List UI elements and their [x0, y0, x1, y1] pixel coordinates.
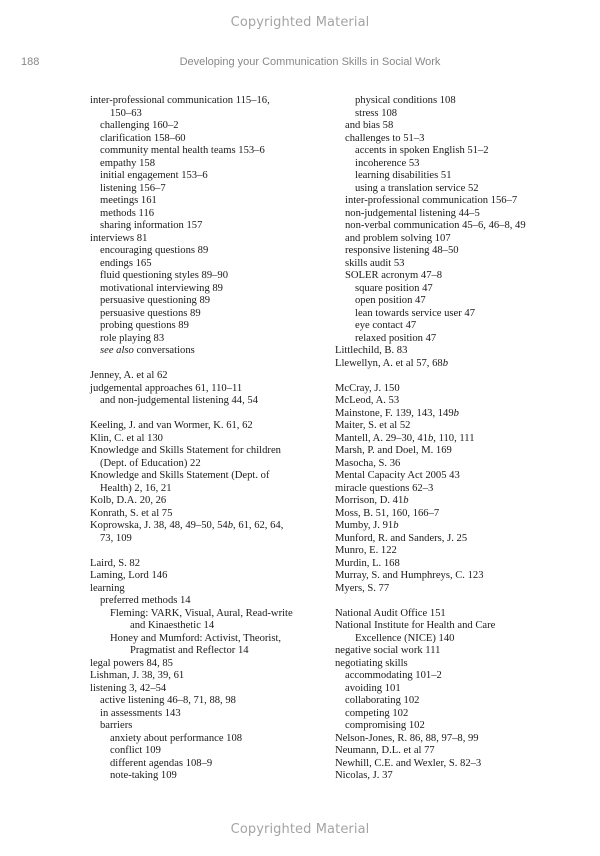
- index-entry: [335, 758, 570, 771]
- index-entry: [90, 608, 315, 621]
- index-entry-text: persuasive questions 89: [100, 307, 201, 319]
- index-entry: [90, 658, 315, 671]
- index-entry-text: Pragmatist and Reflector 14: [130, 645, 249, 656]
- index-entry-italic: b: [428, 432, 434, 444]
- index-entry-text: preferred methods 14: [100, 595, 191, 606]
- index-entry-text: Munro, E. 122: [335, 545, 397, 556]
- index-entry-text: Murray, S. and Humphreys, C. 123: [335, 570, 484, 581]
- index-entry-text: using a translation service 52: [355, 182, 479, 194]
- index-entry-text: Honey and Mumford: Activist, Theorist,: [110, 632, 282, 644]
- index-entry: [90, 683, 315, 696]
- index-entry-text: National Audit Office 151: [335, 607, 446, 619]
- index-entry-text: in assessments 143: [100, 707, 181, 719]
- index-entry: [90, 620, 315, 633]
- index-gap: [90, 545, 315, 558]
- index-entry-text: role playing 83: [100, 332, 165, 344]
- index-entry-text: active listening 46–8, 71, 88, 98: [100, 695, 236, 706]
- index-entry-text: Littlechild, B. 83: [335, 345, 408, 356]
- index-entry-text: legal powers 84, 85: [90, 657, 173, 669]
- index-entry-text-after: conversations: [133, 345, 195, 356]
- index-entry-text: open position 47: [355, 295, 426, 306]
- index-entry-text: challenging 160–2: [100, 120, 179, 131]
- index-entry: [90, 233, 315, 246]
- index-entry-text: different agendas 108–9: [110, 757, 213, 769]
- index-entry: [90, 183, 315, 196]
- index-entry-text: inter-professional communication 156–7: [345, 195, 518, 206]
- index-entry: [90, 720, 315, 733]
- index-entry: [90, 95, 315, 108]
- index-entry: [90, 258, 315, 271]
- index-entry: [335, 358, 570, 371]
- index-entry: [335, 158, 570, 171]
- index-entry-text: clarification 158–60: [100, 132, 186, 144]
- index-entry: [90, 433, 315, 446]
- index-entry-text: challenges to 51–3: [345, 132, 425, 144]
- index-entry: [335, 333, 570, 346]
- index-entry-text: Laird, S. 82: [90, 557, 141, 569]
- index-entry-text: Knowledge and Skills Statement (Dept. of: [90, 470, 270, 481]
- index-entry-text: listening 3, 42–54: [90, 682, 167, 694]
- index-entry: [90, 595, 315, 608]
- index-entry: [90, 533, 315, 546]
- index-entry-text: conflict 109: [110, 745, 161, 756]
- index-entry: [335, 220, 570, 233]
- index-entry: [335, 420, 570, 433]
- index-entry: [90, 570, 315, 583]
- index-entry-text: negotiating skills: [335, 657, 408, 669]
- index-entry-text: lean towards service user 47: [355, 307, 476, 319]
- index-entry: [335, 733, 570, 746]
- index-entry-text: fluid questioning styles 89–90: [100, 270, 229, 281]
- index-entry-text: community mental health teams 153–6: [100, 145, 265, 156]
- index-entry-text: McCray, J. 150: [335, 382, 400, 394]
- index-entry: [90, 283, 315, 296]
- index-entry: [335, 295, 570, 308]
- index-gap: [90, 358, 315, 371]
- index-entry: [90, 695, 315, 708]
- index-entry: [90, 745, 315, 758]
- index-entry: [90, 670, 315, 683]
- index-entry: [90, 445, 315, 458]
- index-entry-text: physical conditions 108: [355, 95, 456, 106]
- index-entry-text: relaxed position 47: [355, 332, 437, 344]
- index-entry: [90, 708, 315, 721]
- index-entry-text: meetings 161: [100, 195, 157, 206]
- index-entry-text: 150–63: [110, 107, 142, 119]
- index-entry: [335, 283, 570, 296]
- index-entry: [335, 245, 570, 258]
- index-gap: [335, 370, 570, 383]
- index-entry: [90, 770, 315, 783]
- index-entry-italic: b: [442, 357, 448, 369]
- index-entry-italic: see also: [100, 345, 134, 356]
- index-entry-text: SOLER acronym 47–8: [345, 270, 443, 281]
- index-entry-text: eye contact 47: [355, 320, 417, 331]
- copyright-watermark-top: Copyrighted Material: [230, 15, 370, 30]
- index-entry: [90, 383, 315, 396]
- index-entry: [335, 95, 570, 108]
- index-entry: [335, 745, 570, 758]
- index-entry-text: persuasive questioning 89: [100, 295, 211, 306]
- index-entry-text: interviews 81: [90, 232, 148, 244]
- index-entry: [90, 170, 315, 183]
- index-entry-text: Mantell, A. 29–30, 41: [335, 432, 428, 444]
- index-entry-text: motivational interviewing 89: [100, 282, 223, 294]
- index-entry: [335, 483, 570, 496]
- index-entry-text: learning: [90, 582, 125, 594]
- index-entry-text: miracle questions 62–3: [335, 482, 434, 494]
- index-entry-text: 73, 109: [100, 532, 132, 544]
- index-entry-text: Excellence (NICE) 140: [355, 632, 455, 644]
- index-entry-text: Laming, Lord 146: [90, 570, 168, 581]
- index-entry: [335, 170, 570, 183]
- index-entry-text: endings 165: [100, 257, 152, 269]
- index-entry-text: initial engagement 153–6: [100, 170, 208, 181]
- index-column-left: [90, 95, 315, 783]
- index-entry-text: Health) 2, 16, 21: [100, 482, 172, 494]
- index-entry: [335, 120, 570, 133]
- index-entry-text: Mainstone, F. 139, 143, 149: [335, 407, 454, 419]
- index-entry: [335, 683, 570, 696]
- index-entry: [335, 695, 570, 708]
- index-entry-text: skills audit 53: [345, 257, 405, 269]
- index-entry: [335, 558, 570, 571]
- index-entry-italic: b: [453, 407, 459, 419]
- index-entry-italic: b: [227, 520, 234, 531]
- index-entry: [335, 708, 570, 721]
- index-entry-text: negative social work 111: [335, 645, 441, 656]
- index-entry: [335, 533, 570, 546]
- index-entry-text: Marsh, P. and Doel, M. 169: [335, 445, 452, 456]
- index-entry-text: sharing information 157: [100, 220, 203, 231]
- index-entry: [90, 395, 315, 408]
- index-entry-text: and Kinaesthetic 14: [130, 620, 215, 631]
- index-entry: [90, 220, 315, 233]
- index-entry: [335, 508, 570, 521]
- index-entry-text: Moss, B. 51, 160, 166–7: [335, 507, 440, 519]
- index-entry-text: non-judgemental listening 44–5: [345, 207, 480, 219]
- index-entry: [90, 483, 315, 496]
- index-entry-text: responsive listening 48–50: [345, 245, 459, 256]
- index-entry: [335, 408, 570, 421]
- index-entry: [335, 183, 570, 196]
- index-entry: [90, 108, 315, 121]
- index-entry: [90, 208, 315, 221]
- index-entry: [335, 608, 570, 621]
- index-entry: [335, 445, 570, 458]
- index-entry: [90, 295, 315, 308]
- index-entry-text: Mumby, J. 91: [335, 520, 394, 531]
- index-entry-italic: b: [393, 520, 399, 531]
- index-entry-text: Nicolas, J. 37: [335, 770, 393, 781]
- index-entry: [335, 433, 570, 446]
- index-entry: [335, 195, 570, 208]
- index-entry-text: compromising 102: [345, 720, 425, 731]
- index-entry: [335, 545, 570, 558]
- index-entry-text: avoiding 101: [345, 682, 401, 694]
- index-entry: [90, 458, 315, 471]
- index-entry: [90, 333, 315, 346]
- index-entry-text: Murdin, L. 168: [335, 557, 400, 569]
- index-entry: [90, 158, 315, 171]
- index-entry: [335, 495, 570, 508]
- index-entry-text: methods 116: [100, 207, 155, 219]
- index-entry: [335, 108, 570, 121]
- index-entry-text: and bias 58: [345, 120, 394, 131]
- index-entry: [335, 345, 570, 358]
- index-entry: [90, 470, 315, 483]
- index-entry: [90, 495, 315, 508]
- index-entry: [335, 395, 570, 408]
- index-entry: [90, 758, 315, 771]
- index-entry-text: probing questions 89: [100, 320, 189, 331]
- index-entry-text: Fleming: VARK, Visual, Aural, Read-write: [110, 607, 293, 619]
- index-entry-text: accommodating 101–2: [345, 670, 442, 681]
- index-entry-text: Myers, S. 77: [335, 582, 390, 594]
- index-entry: [335, 258, 570, 271]
- index-entry: [90, 645, 315, 658]
- index-entry-text: Llewellyn, A. et al 57, 68: [335, 357, 443, 369]
- index-entry: [335, 308, 570, 321]
- index-entry: [335, 208, 570, 221]
- index-entry-text: Koprowska, J. 38, 48, 49–50, 54: [90, 520, 228, 531]
- index-entry: [90, 520, 315, 533]
- index-entry-text: listening 156–7: [100, 182, 166, 194]
- index-entry: [335, 670, 570, 683]
- index-entry: [335, 658, 570, 671]
- index-entry-text: square position 47: [355, 282, 433, 294]
- index-entry-text: Kolb, D.A. 20, 26: [90, 495, 167, 506]
- index-entry: [335, 133, 570, 146]
- index-entry-text: Mental Capacity Act 2005 43: [335, 470, 460, 481]
- index-entry-text: barriers: [100, 720, 133, 731]
- index-entry-text: inter-professional communication 115–16,: [90, 95, 270, 106]
- index-entry-text: stress 108: [355, 107, 398, 119]
- index-entry: [90, 370, 315, 383]
- index-entry: [335, 458, 570, 471]
- index-entry-text: Knowledge and Skills Statement for children: [90, 445, 281, 456]
- index-entry-text: McLeod, A. 53: [335, 395, 400, 406]
- index-entry-text: judgemental approaches 61, 110–11: [90, 382, 243, 394]
- index-entry-text: National Institute for Health and Care: [335, 620, 496, 631]
- index-entry: [90, 145, 315, 158]
- index-entry-text: competing 102: [345, 707, 409, 719]
- index-entry-text: Klin, C. et al 130: [90, 432, 163, 444]
- index-entry: [90, 558, 315, 571]
- index-entry: [90, 733, 315, 746]
- index-entry: [335, 270, 570, 283]
- index-entry-text: Maiter, S. et al 52: [335, 420, 411, 431]
- index-entry-text: note-taking 109: [110, 770, 177, 781]
- index-entry: [335, 145, 570, 158]
- index-entry-text: Keeling, J. and van Wormer, K. 61, 62: [90, 420, 253, 431]
- index-entry-text-after: , 61, 62, 64,: [233, 520, 284, 531]
- index-entry-text: Newhill, C.E. and Wexler, S. 82–3: [335, 757, 482, 769]
- index-entry-text: Nelson-Jones, R. 86, 88, 97–8, 99: [335, 732, 479, 744]
- index-entry-text: accents in spoken English 51–2: [355, 145, 489, 156]
- index-entry: [335, 645, 570, 658]
- index-entry-text: Masocha, S. 36: [335, 457, 401, 469]
- index-entry-text: (Dept. of Education) 22: [100, 457, 201, 469]
- running-head: Developing your Communication Skills in Social Work: [179, 56, 441, 68]
- index-entry: [335, 583, 570, 596]
- index-entry-text: Neumann, D.L. et al 77: [335, 745, 435, 756]
- index-entry-text: anxiety about performance 108: [110, 732, 243, 744]
- index-entry: [90, 633, 315, 646]
- index-entry: [90, 583, 315, 596]
- index-entry-text: Morrison, D. 41: [335, 495, 404, 506]
- index-entry: [335, 570, 570, 583]
- index-entry: [335, 770, 570, 783]
- index-entry-text: collaborating 102: [345, 695, 420, 706]
- index-entry-text: and problem solving 107: [345, 232, 451, 244]
- copyright-watermark-bottom: Copyrighted Material: [230, 822, 370, 837]
- index-entry-text: Munford, R. and Sanders, J. 25: [335, 532, 468, 544]
- index-gap: [335, 595, 570, 608]
- index-entry-text: incoherence 53: [355, 157, 420, 169]
- index-entry-text: Jenney, A. et al 62: [90, 370, 168, 381]
- index-entry-text: empathy 158: [100, 157, 156, 169]
- index-entry: [335, 633, 570, 646]
- index-entry-text: and non-judgemental listening 44, 54: [100, 395, 258, 406]
- index-entry: [90, 508, 315, 521]
- index-entry: [90, 308, 315, 321]
- index-entry: [90, 345, 315, 358]
- index-entry-text: non-verbal communication 45–6, 46–8, 49: [345, 220, 526, 231]
- index-entry-text: Lishman, J. 38, 39, 61: [90, 670, 185, 681]
- index-entry: [335, 383, 570, 396]
- index-entry-text: Konrath, S. et al 75: [90, 507, 173, 519]
- index-entry: [335, 720, 570, 733]
- index-entry-text: learning disabilities 51: [355, 170, 452, 181]
- index-entry: [90, 420, 315, 433]
- index-entry: [335, 620, 570, 633]
- index-entry: [335, 320, 570, 333]
- index-entry: [335, 520, 570, 533]
- index-entry: [335, 233, 570, 246]
- index-entry: [90, 133, 315, 146]
- index-entry: [90, 320, 315, 333]
- index-entry: [90, 270, 315, 283]
- index-entry: [90, 245, 315, 258]
- index-gap: [90, 408, 315, 421]
- index-entry: [335, 470, 570, 483]
- index-column-right: [335, 95, 570, 783]
- index-entry: [90, 195, 315, 208]
- index-entry-italic: b: [403, 495, 409, 506]
- index-entry-text: encouraging questions 89: [100, 245, 209, 256]
- index-entry-text-after: , 110, 111: [433, 432, 475, 444]
- index-entry: [90, 120, 315, 133]
- page-number: 188: [21, 56, 40, 68]
